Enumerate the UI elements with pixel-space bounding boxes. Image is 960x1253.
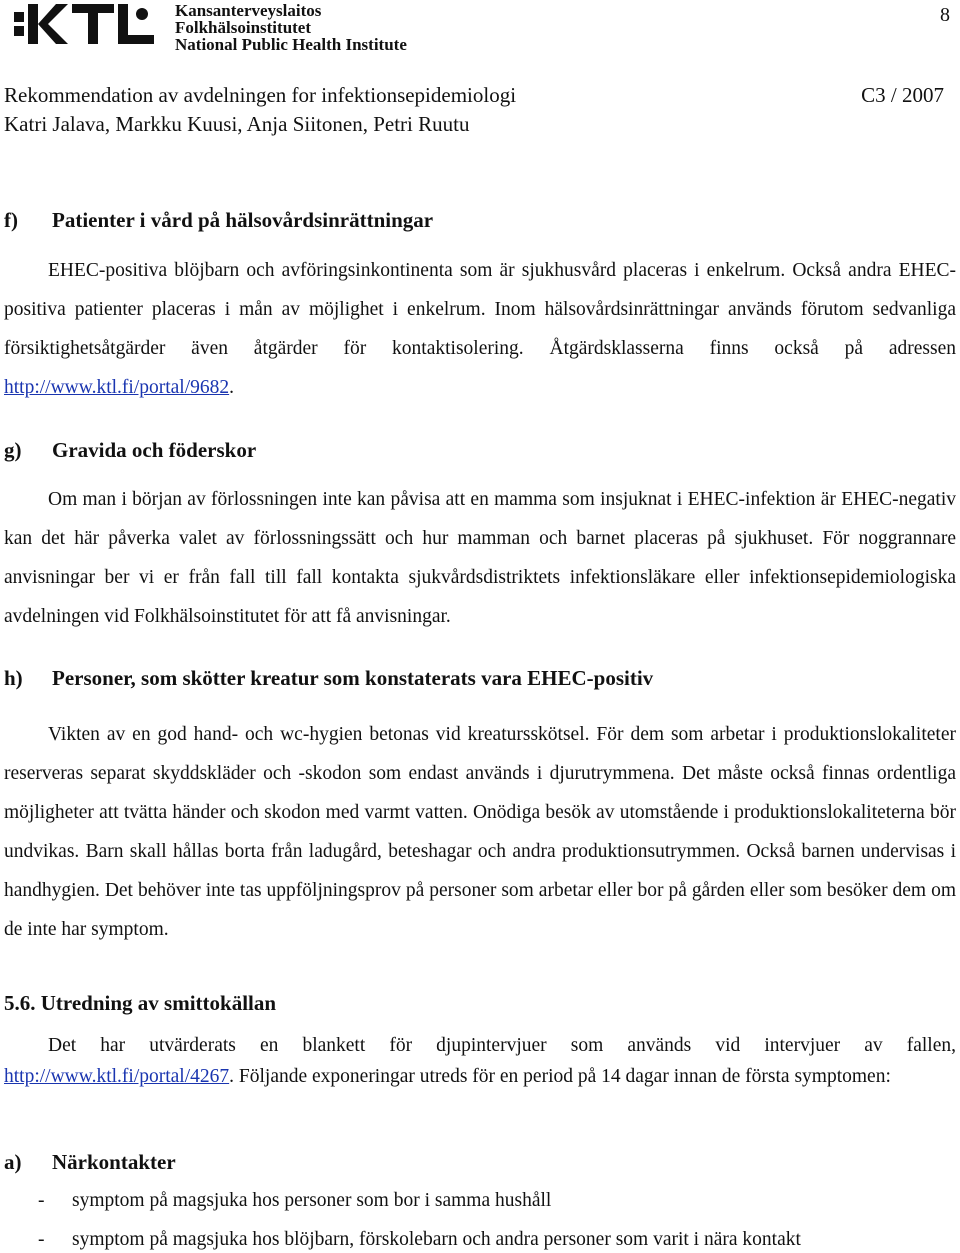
section-h-title: Personer, som skötter kreatur som konstaterats vara EHEC-positiv: [52, 666, 654, 690]
section-f-text-end: .: [229, 377, 235, 398]
section-5-6-heading: [4, 991, 276, 1016]
list-bullet: -: [38, 1190, 45, 1211]
section-f-letter: f): [4, 208, 18, 232]
ktl-logo: [12, 2, 162, 46]
section-h-paragraph: [4, 715, 956, 949]
institute-name-en: National Public Health Institute: [175, 35, 407, 54]
institute-name-fi: Kansanterveyslaitos: [175, 1, 322, 20]
section-5-6-paragraph: [4, 1030, 956, 1092]
section-g-title: Gravida och föderskor: [52, 438, 257, 462]
authors-line: Katri Jalava, Markku Kuusi, Anja Siitonen, Petri Ruutu: [4, 112, 470, 136]
institute-name-sv: Folkhälsoinstitutet: [175, 18, 312, 37]
section-g-text: Om man i början av förlossningen inte kan påvisa att en mamma som insjuknat i EHEC-infektion är EHEC-negativ kan det här påverka valet av förlossningssätt och hur mamman och barnet placeras på sjukhuset. För noggrannare anvisningar ber vi er från fall till fall kontakta sjukvårdsdistriktets infektionsläkare eller infektionsepidemiologiska avdelningen vid Folkhälsoinstitutet för att få anvisningar.: [4, 489, 956, 627]
section-f-paragraph: [4, 251, 956, 407]
section-5-6-text-end: . Följande exponeringar utreds för en period på 14 dagar innan de första symptomen:: [229, 1066, 891, 1087]
ktl-logo-icon: [12, 2, 162, 46]
list-item: [4, 1190, 551, 1212]
section-a-heading: [4, 1150, 176, 1175]
section-a-title: Närkontakter: [52, 1150, 176, 1174]
section-a-letter: a): [4, 1150, 22, 1174]
portal-4267-link[interactable]: http://www.ktl.fi/portal/4267: [4, 1066, 230, 1087]
list-bullet: -: [38, 1229, 45, 1250]
section-f-title: Patienter i vård på hälsovårdsinrättningar: [52, 208, 434, 232]
section-f-text: EHEC-positiva blöjbarn och avföringsinkontinenta som är sjukhusvård placeras i enkelrum. Också andra EHEC-positiva patienter placeras i mån av möjlighet i enkelrum. Inom hälsovårdsinrättningar används förutom sedvanliga försiktighetsåtgärder även åtgärder för kontaktisolering. Åtgärdsklasserna finns också på adressen: [4, 260, 956, 359]
section-h-letter: h): [4, 666, 23, 690]
institute-names: [175, 2, 407, 53]
portal-9682-link[interactable]: http://www.ktl.fi/portal/9682: [4, 377, 230, 398]
section-h-text: Vikten av en god hand- och wc-hygien betonas vid kreatursskötsel. För dem som arbetar i produktionslokaliteter reserveras separat skyddskläder och -skodon som endast används i djurutrymmena. Det måste också finnas ordentliga möjligheter att tvätta händer och skodon med varmt vatten. Onödiga besök av utomstående i produktionslokaliteterna bör undvikas. Barn skall hållas borta från ladugård, beteshagar och andra produktionsutrymmen. Också barnen undervisas i handhygien. Det behöver inte tas uppföljningsprov på personer som arbetar eller bor på gården eller som besöker dem om de inte har symptom.: [4, 724, 956, 940]
list-item-text: symptom på magsjuka hos personer som bor i samma hushåll: [72, 1190, 552, 1211]
section-f-heading: [4, 208, 433, 233]
list-item: [4, 1229, 801, 1251]
section-h-heading: [4, 666, 653, 691]
page-number: 8: [940, 4, 950, 26]
document-code: C3 / 2007: [861, 83, 944, 107]
section-5-6-number: 5.6.: [4, 991, 36, 1015]
section-g-heading: [4, 438, 256, 463]
section-g-paragraph: [4, 480, 956, 636]
section-5-6-title: Utredning av smittokällan: [40, 991, 277, 1015]
section-5-6-text: Det har utvärderats en blankett för djupintervjuer som används vid intervjuer av fallen,: [48, 1035, 956, 1056]
section-g-letter: g): [4, 438, 22, 462]
list-item-text: symptom på magsjuka hos blöjbarn, förskolebarn och andra personer som varit i nära kontakt: [72, 1229, 801, 1250]
recommendation-title: Rekommendation av avdelningen for infektionsepidemiologi: [4, 83, 517, 107]
